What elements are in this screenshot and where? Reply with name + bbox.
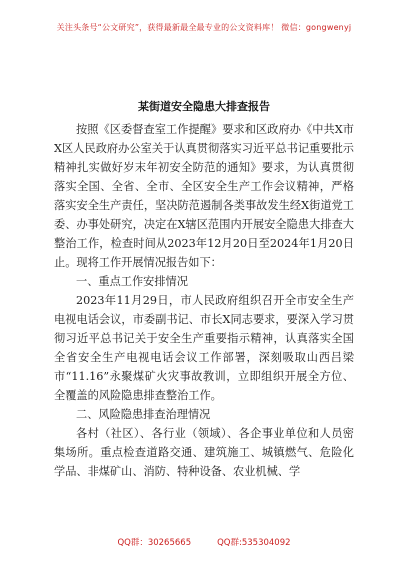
section-1-paragraph: 2023年11月29日，市人民政府组织召开全市安全生产电视电话会议，市委副书记、市长X同志要求，要深入学习贯彻习近平总书记关于安全生产重要指示精神，认真落实全国全省安全生产电视电话会议工作部署，深刻吸取山西吕梁市“11.16”永聚煤矿火灾事故教训，立即组织开展全方位、全覆盖的风险隐患排查整治工作。 bbox=[54, 294, 354, 402]
section-heading-2: 二、风险隐患排查治理情况 bbox=[76, 408, 211, 421]
footer-banner bbox=[0, 536, 408, 548]
section-2-paragraph: 各村（社区）、各行业（领域）、各企事业单位和人员密集场所。重点检查道路交通、建筑施工、城镇燃气、危险化学品、非煤矿山、消防、特种设备、农业机械、学 bbox=[54, 427, 354, 478]
intro-paragraph: 按照《区委督查室工作提醒》要求和区政府办《中共X市X区人民政府办公室关于认真贯彻落实习近平总书记重要批示精神扎实做好岁末年初安全防范的通知》要求，为认真贯彻落实全国、全省、全市、全区安全生产工作会议精神，严格落实安全生产责任，坚决防范遏制各类事故发生经X街道党工委、办事处研究，决定在X辖区范围内开展安全隐患大排查大整治工作，检查时间从2023年12月20日至2024年1月20日止。现将工作开展情况报告如下： bbox=[54, 123, 354, 269]
header-banner: 关注头条号“公文研究”，获得最新最全最专业的公文资料库！ 微信：gongwenyj bbox=[56, 23, 352, 32]
page-title: 某街道安全隐患大排查报告 bbox=[138, 100, 270, 113]
footer-qq-group-2: QQ群:535304092 bbox=[217, 538, 291, 548]
document-body bbox=[54, 120, 354, 481]
footer-qq-group-1: QQ群：30265665 bbox=[117, 538, 192, 548]
section-heading-1: 一、重点工作安排情况 bbox=[76, 275, 188, 288]
